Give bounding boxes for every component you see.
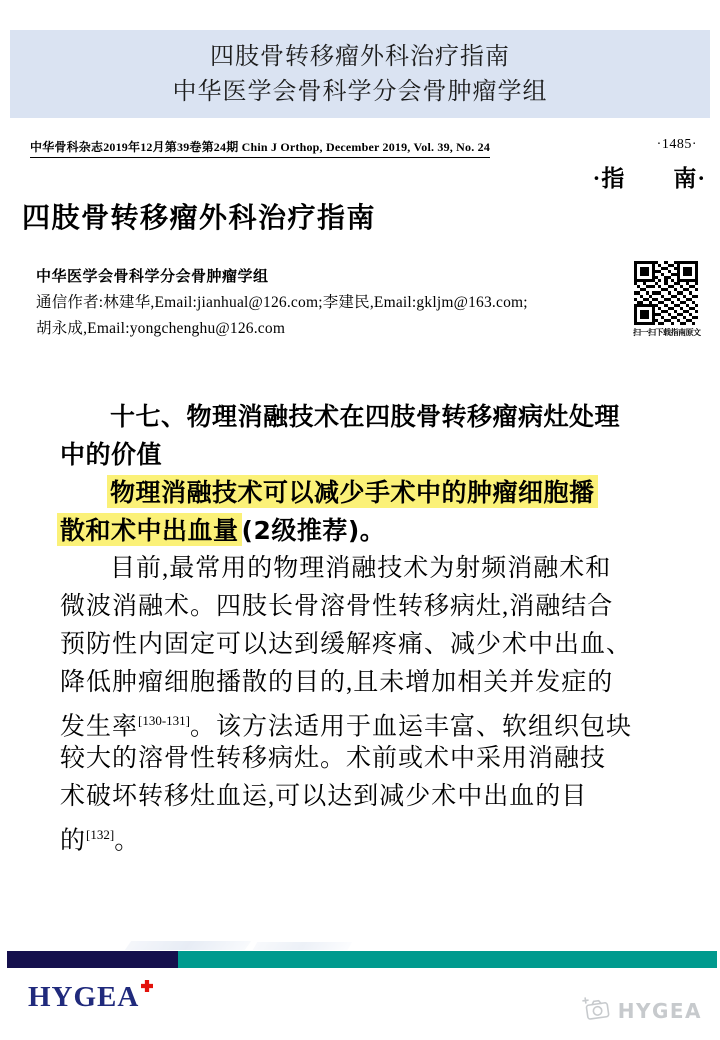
body-text-segment: (2级推荐)。 [241, 516, 386, 545]
body-line [60, 702, 633, 741]
journal-citation: 中华骨科杂志2019年12月第39卷第24期 Chin J Orthop, December 2019, Vol. 39, No. 24 [30, 138, 490, 158]
page-number: ·1485· [656, 137, 697, 152]
corresponding-authors-line1: 通信作者:林建华,Email:jianhual@126.com;李建民,Email:gkljm@163.com; [36, 294, 528, 311]
body-line [60, 512, 616, 550]
author-block [36, 264, 528, 342]
body-text-segment: 目前,最常用的物理消融技术为射频消融术和 [110, 555, 612, 582]
body-text-segment: 降低肿瘤细胞播散的目的,且未增加相关并发症的 [60, 669, 614, 696]
article-title: 四肢骨转移瘤外科治疗指南 [22, 203, 377, 234]
footer-bar-navy [7, 951, 178, 968]
body-line [60, 740, 616, 778]
body-text-segment: 物理消融技术可以减少手术中的肿瘤细胞播 [107, 475, 598, 508]
article-body [60, 398, 633, 855]
body-line [60, 588, 616, 626]
body-text-segment: 预防性内固定可以达到缓解疼痛、减少术中出血、 [60, 631, 633, 658]
body-text-segment: 散和术中出血量 [57, 513, 242, 546]
body-line [60, 664, 616, 702]
body-text-segment: 的 [60, 827, 87, 855]
watermark-text: HYGEA [617, 998, 702, 1023]
scan-artifact [253, 942, 353, 950]
hygea-logo [28, 980, 153, 1014]
header-banner [10, 30, 710, 118]
body-text-segment: 。该方法适用于血运丰富、软组织包块 [190, 713, 633, 741]
camera-icon [581, 993, 613, 1028]
body-text-segment: 术破坏转移灶血运,可以达到减少术中出血的目 [60, 783, 588, 810]
banner-subtitle: 中华医学会骨科学分会骨肿瘤学组 [172, 77, 548, 105]
body-line [60, 778, 616, 816]
corresponding-authors-line2: 胡永成,Email:yongchenghu@126.com [36, 320, 286, 337]
banner-title: 四肢骨转移瘤外科治疗指南 [210, 42, 510, 70]
body-text-segment: 微波消融术。四肢长骨溶骨性转移病灶,消融结合 [60, 593, 614, 620]
body-text-segment: 十七、物理消融技术在四肢骨转移瘤病灶处理 [110, 402, 621, 431]
qr-caption: 扫一扫下载指南原文 [633, 328, 701, 337]
hygea-watermark [583, 995, 702, 1026]
qr-code-icon [634, 261, 698, 325]
body-text-segment: 。 [114, 827, 141, 855]
body-text-segment: 较大的溶骨性转移病灶。术前或术中采用消融技 [60, 745, 607, 772]
body-line [60, 626, 633, 664]
hygea-logo-text: HYGEA [28, 981, 140, 1013]
red-cross-icon [141, 980, 153, 992]
body-text-segment: 发生率 [60, 713, 139, 741]
body-line [60, 816, 616, 854]
scan-artifact [125, 941, 251, 950]
body-text-segment: [130-131] [138, 713, 191, 728]
body-text-segment: [132] [86, 827, 115, 842]
body-line [60, 398, 621, 436]
body-text-segment: 中的价值 [60, 440, 163, 469]
body-line [60, 474, 616, 512]
author-group: 中华医学会骨科学分会骨肿瘤学组 [36, 269, 269, 285]
body-line [60, 550, 616, 588]
body-line [60, 436, 616, 474]
section-label: ·指 南· [592, 166, 706, 191]
qr-block [633, 261, 699, 338]
footer-bar-teal [178, 951, 717, 968]
